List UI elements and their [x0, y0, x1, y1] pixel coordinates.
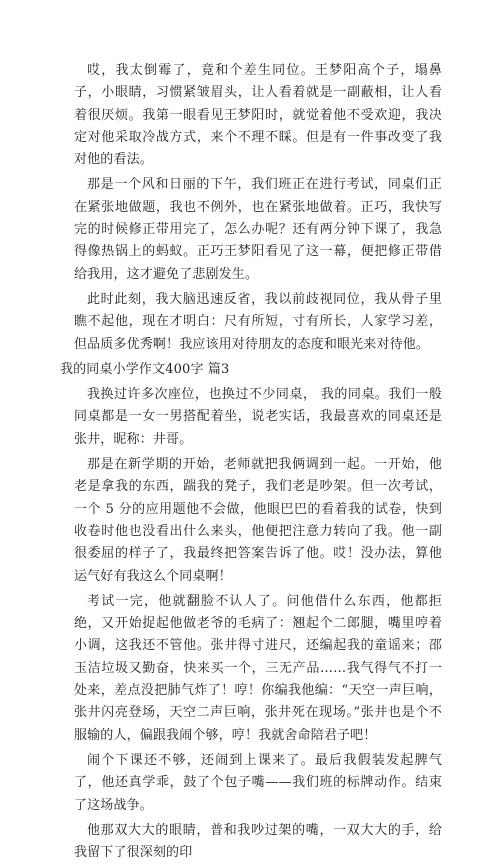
paragraph: 哎，我太倒霉了，竟和个差生同位。王梦阳高个子，塌鼻子，小眼睛，习惯紧皱眉头，让人看着就是一副蔽相，让人看着很厌烦。我第一眼看见王梦阳时，就觉着他不受欢迎，我决定对他采取冷战方式，来个不理不睬。但是有一件事改变了我对他的看法。 — [74, 63, 442, 168]
paragraph: 那是在新学期的开始，老师就把我俩调到一起。一开始，他老是拿我的东西，踹我的凳子，我们老是吵架。但一次考试，一个 5 分的应用题他不会做，他眼巴巴的看着我的试卷，快到收卷时他也没看出什么来头，他便把注意力转向了我。他一副很委屈的样子了，我最终把答案告诉了他。哎！没办法，算他运气好有我这么个同桌啊！ — [74, 457, 442, 584]
paragraph: 闹个下课还不够，还闹到上课来了。最后我假装发起脾气了，他还真学乖，鼓了个包子嘴——我们班的标牌动作。结束了这场战争。 — [74, 752, 442, 813]
paragraph: 此时此刻，我大脑迅速反省，我以前歧视同位，我从骨子里瞧不起他，现在才明白：尺有所短，寸有所长，人家学习差，但品质多优秀啊！我应该用对待朋友的态度和眼光来对待他。 — [74, 291, 442, 352]
section-heading: 我的同桌小学作文400字 篇3 — [60, 361, 230, 377]
paragraph: 那是一个风和日丽的下午，我们班正在进行考试，同桌们正在紧张地做题，我也不例外，也在紧张地做着。正巧，我快写完的时候修正带用完了，怎么办呢？还有两分钟下课了，我急得像热锅上的蚂蚁。正巧王梦阳看见了这一幕，便把修正带借给我用，这才避免了悲剧发生。 — [74, 177, 442, 282]
paragraph: 我换过许多次座位，也换过不少同桌， 我的同桌。我们一般同桌都是一女一男搭配着坐，说老实话，我最喜欢的同桌还是张井，昵称：井哥。 — [74, 387, 442, 447]
paragraph: 考试一完，他就翻脸不认人了。问他借什么东西，他都拒绝，又开始捉起他做老爷的毛病了：翘起个二郎腿，嘴里哼着小调，这我还不管他。张井得寸进尺，还编起我的童谣来；邵玉洁垃圾又勤奋，快来买一个，三无产品……我气得气不打一处来，差点没把肺气炸了！哼！你编我他编：“天空一声巨响，张井闪亮登场，天空二声巨响，张井死在现场。”张井也是个不服输的人，偏跟我闹个够，哼！我就舍命陪君子吧！ — [74, 593, 442, 743]
paragraph: 他那双大大的眼睛，普和我吵过架的嘴，一双大大的手，给我留下了很深刻的印 — [74, 822, 442, 861]
